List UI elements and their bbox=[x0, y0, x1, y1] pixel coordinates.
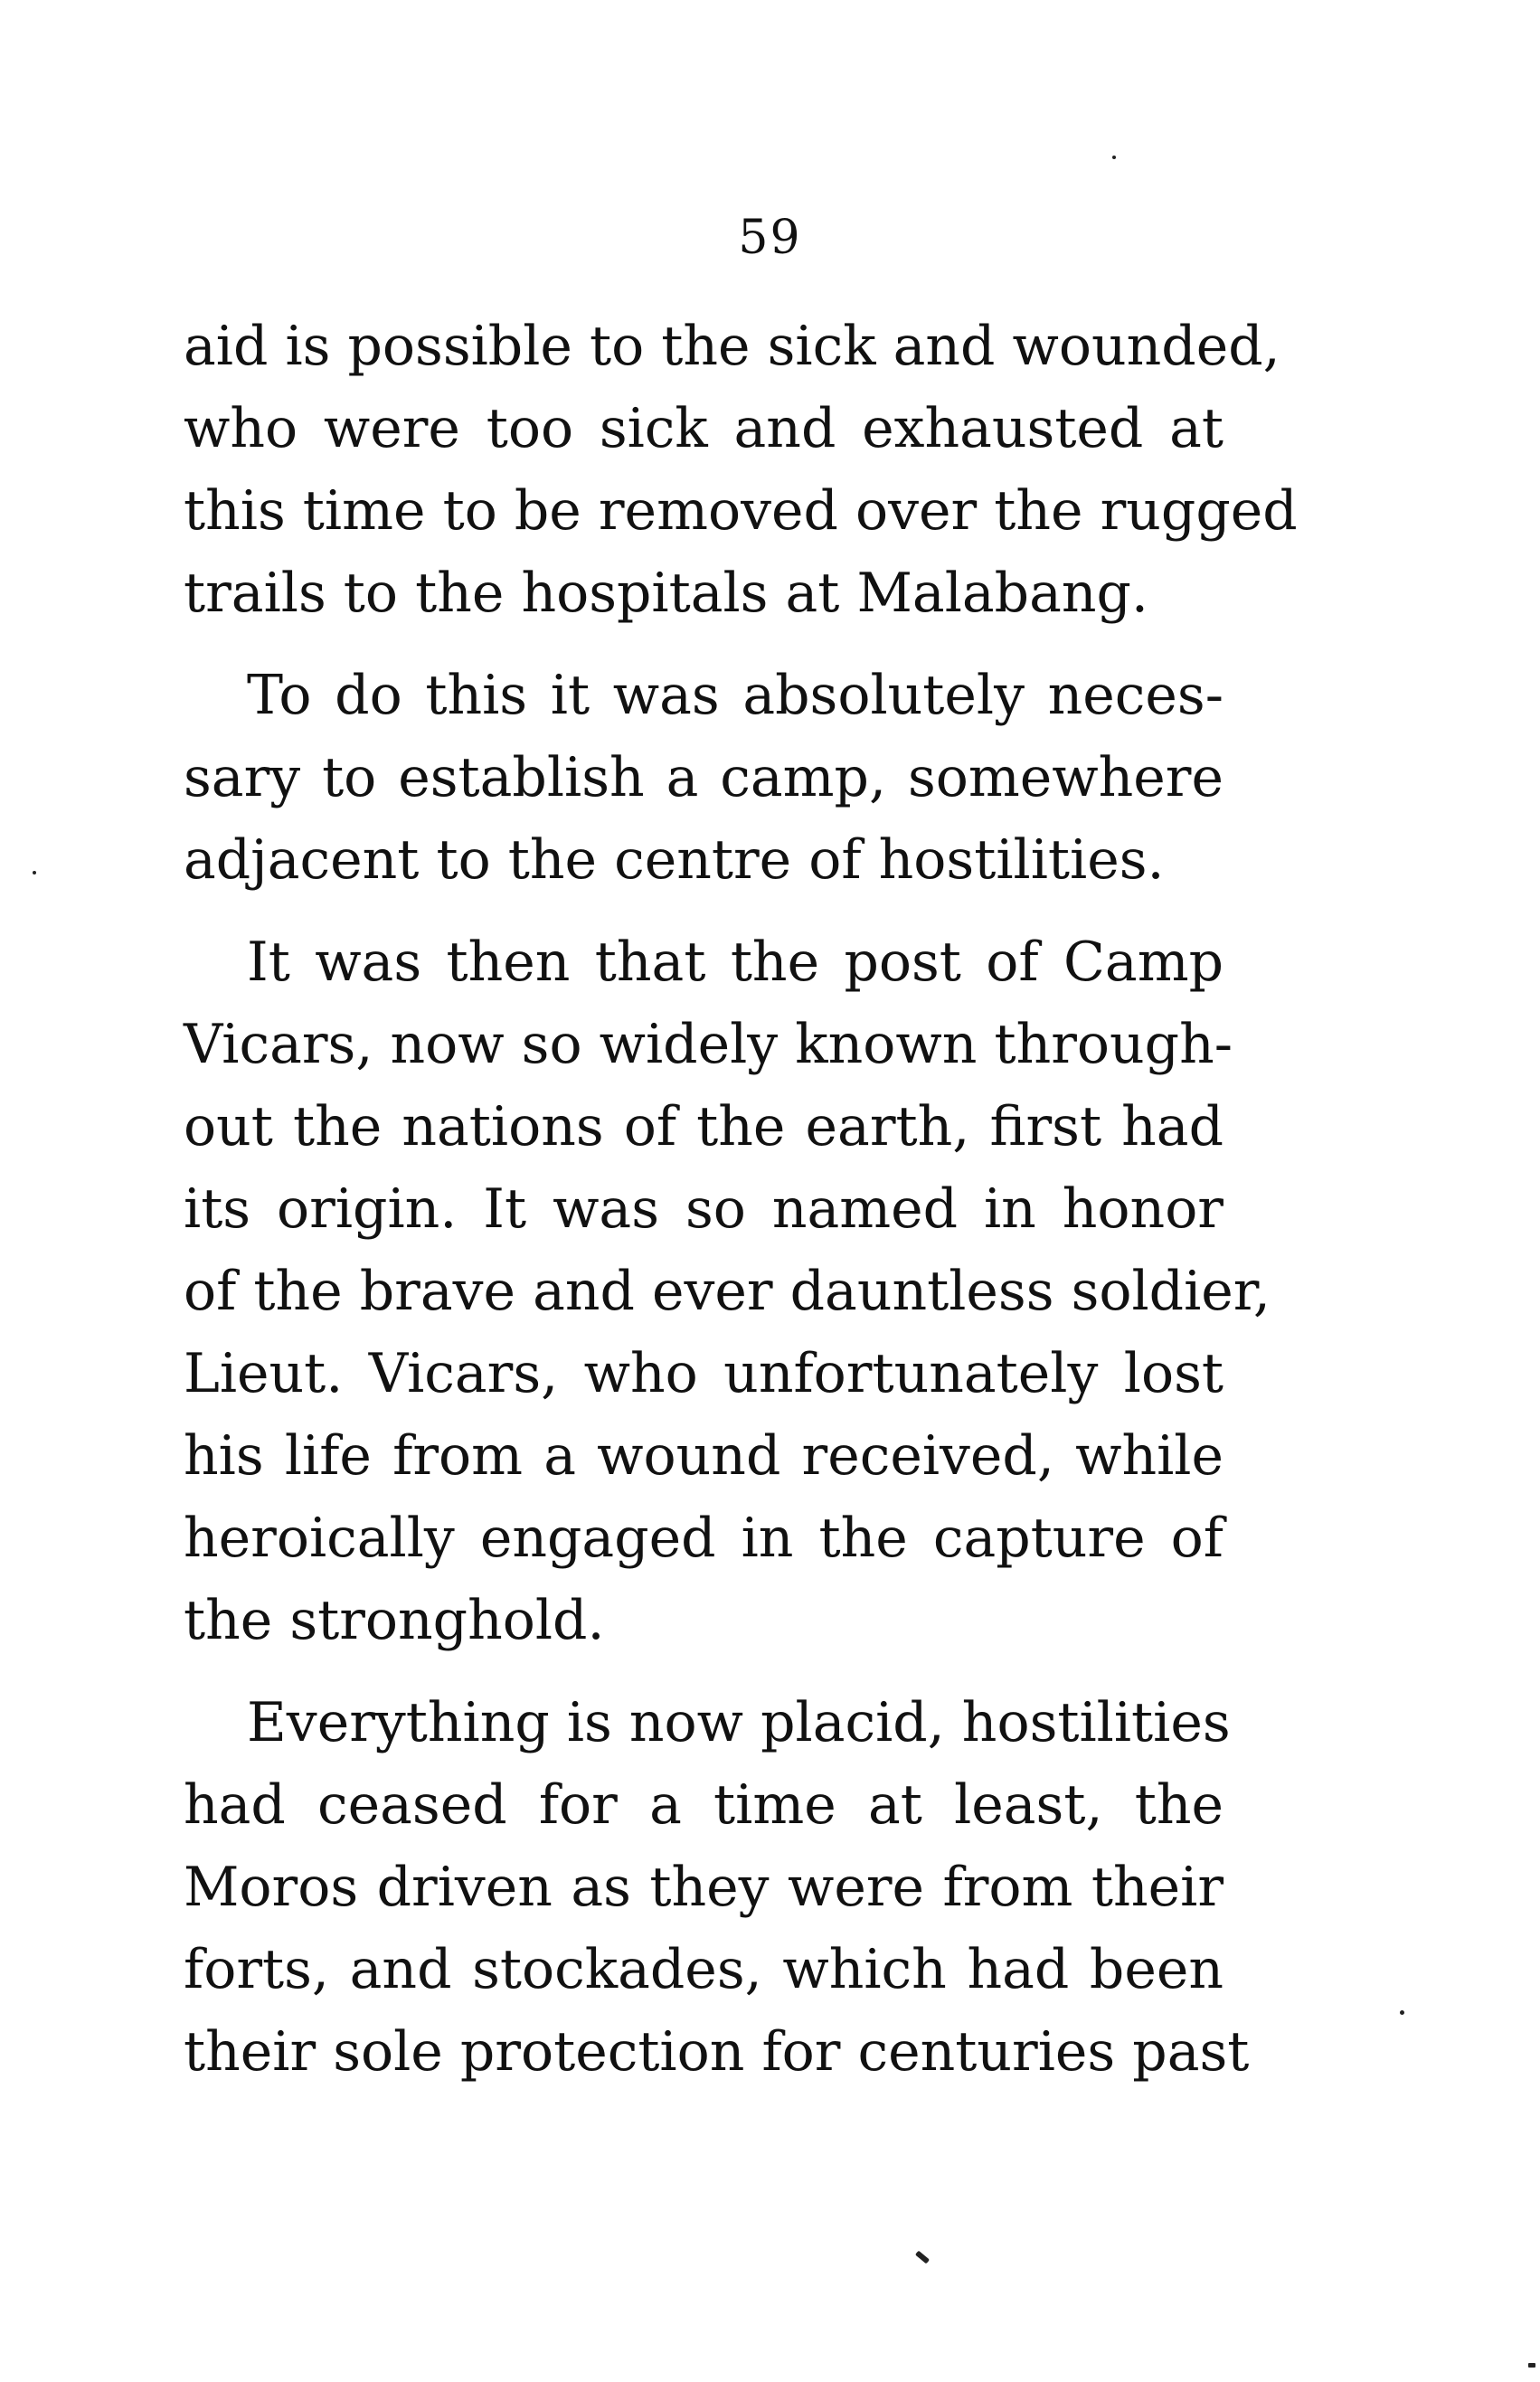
text-line: Moros driven as they were from their bbox=[184, 1856, 1223, 1919]
scan-mark bbox=[915, 2251, 930, 2264]
text-line: the stronghold. bbox=[184, 1589, 605, 1652]
text-line: Everything is now placid, hostilities bbox=[247, 1691, 1231, 1754]
text-line: sary to establish a camp, somewhere bbox=[184, 746, 1223, 809]
paragraph bbox=[184, 306, 1298, 635]
scan-speck bbox=[1528, 2363, 1535, 2368]
text-line: adjacent to the centre of hostilities. bbox=[184, 828, 1165, 892]
text-line: Lieut. Vicars, who unfortunately lost bbox=[184, 1342, 1223, 1405]
paragraph bbox=[184, 1682, 1250, 2094]
text-line: To do this it was absolutely neces- bbox=[247, 664, 1223, 727]
page-number: 59 bbox=[738, 211, 802, 265]
text-line: its origin. It was so named in honor bbox=[184, 1177, 1223, 1241]
text-line: his life from a wound received, while bbox=[184, 1424, 1223, 1488]
text-line: heroically engaged in the capture of bbox=[184, 1507, 1223, 1570]
text-line: had ceased for a time at least, the bbox=[184, 1773, 1223, 1837]
paragraph bbox=[184, 922, 1271, 1662]
text-line: of the brave and ever dauntless soldier, bbox=[184, 1260, 1271, 1323]
scan-speck bbox=[1112, 156, 1116, 159]
text-line: out the nations of the earth, first had bbox=[184, 1095, 1223, 1158]
paragraph bbox=[184, 655, 1223, 902]
body-text bbox=[184, 306, 1298, 2113]
text-line: who were too sick and exhausted at bbox=[184, 397, 1223, 460]
text-line: It was then that the post of Camp bbox=[247, 931, 1223, 994]
text-line: their sole protection for centuries past bbox=[184, 2020, 1250, 2084]
text-line: this time to be removed over the rugged bbox=[184, 479, 1298, 543]
text-line: aid is possible to the sick and wounded, bbox=[184, 315, 1280, 378]
scan-speck bbox=[1400, 2010, 1404, 2015]
text-line: forts, and stockades, which had been bbox=[184, 1938, 1223, 2001]
text-line: Vicars, now so widely known through- bbox=[184, 1013, 1233, 1076]
scan-speck bbox=[33, 871, 36, 874]
text-line: trails to the hospitals at Malabang. bbox=[184, 562, 1148, 625]
